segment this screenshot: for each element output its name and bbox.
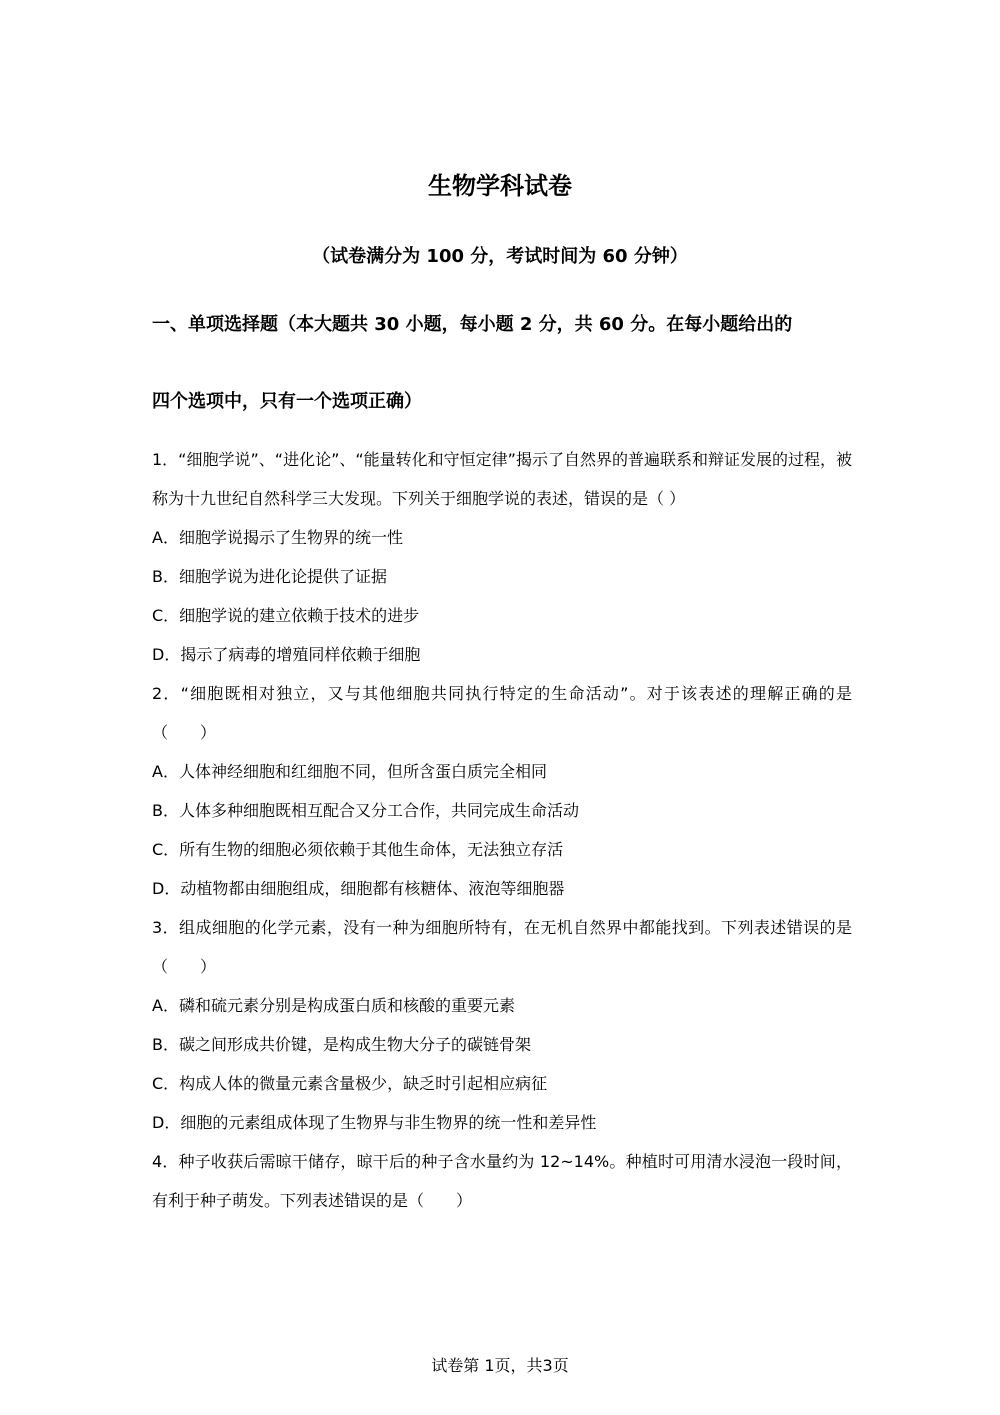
- question-2-stem: 2．“细胞既相对独立，又与其他细胞共同执行特定的生命活动”。对于该表述的理解正确的是（ ）: [152, 684, 852, 742]
- question-2: [152, 674, 852, 908]
- question-3-stem: 3．组成细胞的化学元素，没有一种为细胞所特有，在无机自然界中都能找到。下列表述错误的是（ ）: [152, 918, 852, 976]
- question-3-option-c: C．构成人体的微量元素含量极少，缺乏时引起相应病征: [152, 1074, 548, 1093]
- question-3-option-a: A．磷和硫元素分别是构成蛋白质和核酸的重要元素: [152, 996, 515, 1015]
- section-heading-line-1: 一、单项选择题（本大题共 30 小题，每小题 2 分，共 60 分。在每小题给出的: [152, 314, 793, 335]
- question-3: [152, 908, 852, 1142]
- question-2-option-d: D．动植物都由细胞组成，细胞都有核糖体、液泡等细胞器: [152, 879, 565, 898]
- question-2-option-b: B．人体多种细胞既相互配合又分工合作，共同完成生命活动: [152, 801, 579, 820]
- exam-info: （试卷满分为 100 分，考试时间为 60 分钟）: [312, 246, 688, 267]
- page-title: 生物学科试卷: [428, 172, 572, 200]
- question-1-option-a: A．细胞学说揭示了生物界的统一性: [152, 528, 403, 547]
- question-2-option-c: C．所有生物的细胞必须依赖于其他生命体，无法独立存活: [152, 840, 564, 859]
- question-4-stem: 4．种子收获后需晾干储存，晾干后的种子含水量约为 12~14%。种植时可用清水浸泡一段时间，有利于种子萌发。下列表述错误的是（ ）: [152, 1152, 852, 1210]
- question-1-option-d: D．揭示了病毒的增殖同样依赖于细胞: [152, 645, 421, 664]
- section-heading-line-2: 四个选项中，只有一个选项正确）: [152, 391, 422, 412]
- question-1-option-b: B．细胞学说为进化论提供了证据: [152, 567, 387, 586]
- question-4: [152, 1142, 852, 1220]
- question-list: [152, 440, 852, 1220]
- question-1-stem: 1．“细胞学说”、“进化论”、“能量转化和守恒定律”揭示了自然界的普遍联系和辩证发展的过程，被称为十九世纪自然科学三大发现。下列关于细胞学说的表述，错误的是（ ）: [152, 450, 852, 508]
- page-footer: 试卷第 1页，共3页: [431, 1356, 569, 1375]
- question-1-option-c: C．细胞学说的建立依赖于技术的进步: [152, 606, 420, 625]
- question-1: [152, 440, 852, 674]
- question-3-option-d: D．细胞的元素组成体现了生物界与非生物界的统一性和差异性: [152, 1113, 597, 1132]
- question-3-option-b: B．碳之间形成共价键，是构成生物大分子的碳链骨架: [152, 1035, 531, 1054]
- question-2-option-a: A．人体神经细胞和红细胞不同，但所含蛋白质完全相同: [152, 762, 547, 781]
